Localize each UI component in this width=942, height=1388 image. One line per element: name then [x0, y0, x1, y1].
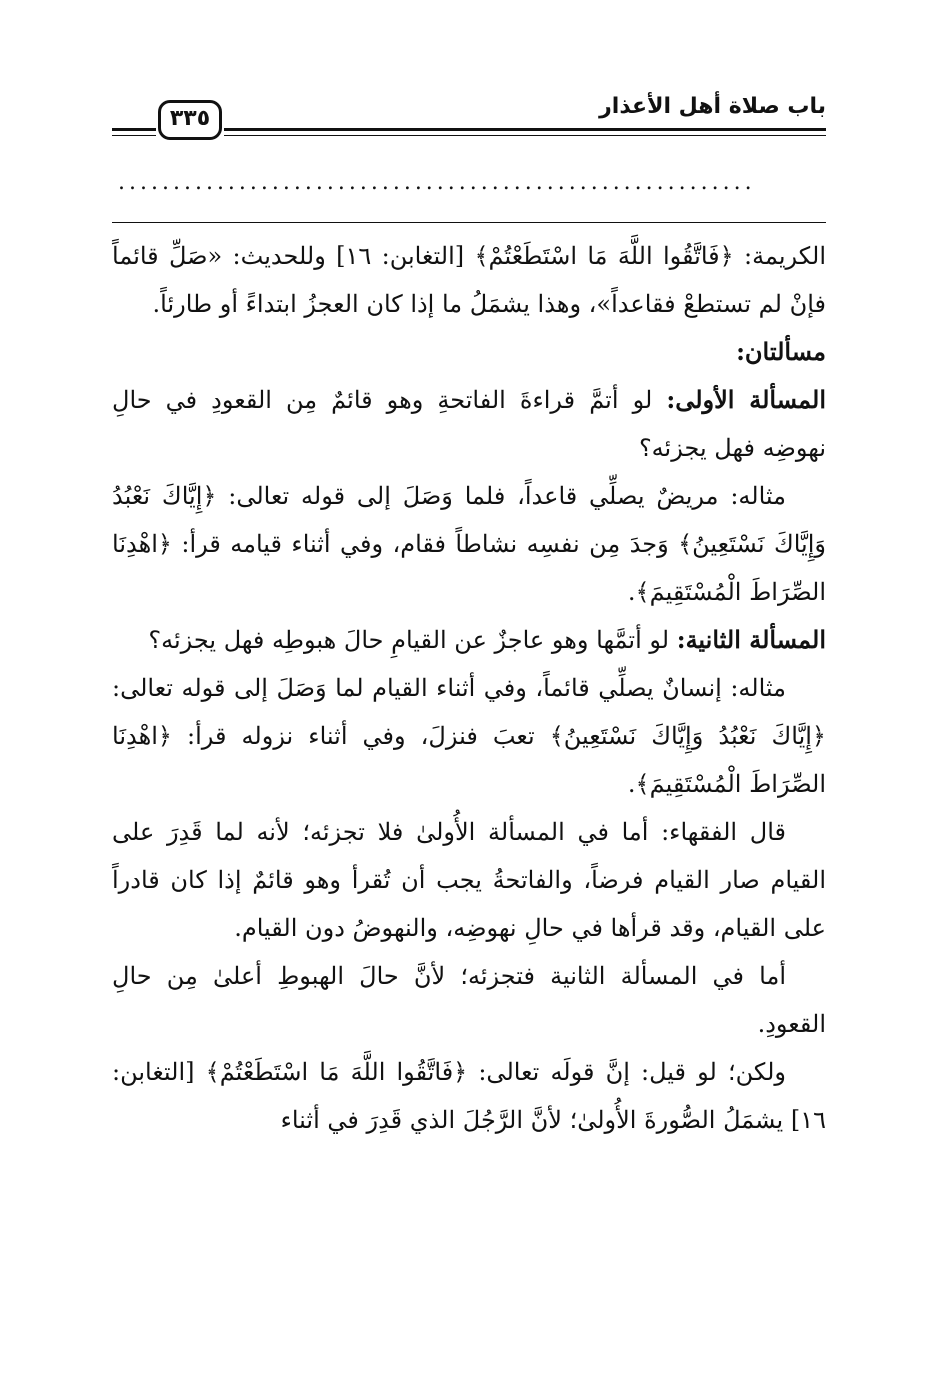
dotted-line: .......................................................... [118, 170, 756, 195]
header-rule-left-thin [112, 135, 156, 136]
paragraph-1: الكريمة: ﴿فَاتَّقُوا اللَّهَ مَا اسْتَطَعْتُمْ﴾ [التغابن: ١٦] وللحديث: «صَلِّ قائماً فإنْ لم تستطعْ فقاعداً»، وهذا يشمَلُ ما إذا كان العجزُ ابتداءً أو طارئاً. [112, 242, 826, 318]
section-heading: مسألتان: [736, 337, 826, 366]
paragraph-question-2 [112, 616, 826, 664]
paragraph-ruling-3: ولكن؛ لو قيل: إنَّ قولَه تعالى: ﴿فَاتَّقُوا اللَّهَ مَا اسْتَطَعْتُمْ﴾ [التغابن: ١٦] يشمَلُ الصُّورةَ الأُولىٰ؛ لأنَّ الرَّجُلَ الذي قَدِرَ في أثناء [112, 1058, 826, 1134]
paragraph-ruling-1: قال الفقهاء: أما في المسألة الأُولىٰ فلا تجزئه؛ لأنه لما قَدِرَ على القيام صار القيام فرضاً، والفاتحةُ يجب أن تُقرأ وهو قائمٌ إذا كان قادراً على القيام، وقد قرأها في حالِ نهوضِه، والنهوضُ دون القيام. [112, 818, 826, 942]
header-rule [224, 128, 826, 131]
separator-line [112, 222, 826, 223]
header-rule-left [112, 128, 156, 131]
question-2-label: المسألة الثانية: [676, 625, 826, 654]
paragraph-example-2: مثاله: إنسانٌ يصلِّي قائماً، وفي أثناء القيام لما وَصَلَ إلى قوله تعالى: ﴿إِيَّاكَ نَعْبُدُ وَإِيَّاكَ نَسْتَعِينُ﴾ تعبَ فنزلَ، وفي أثناء نزوله قرأ: ﴿اهْدِنَا الصِّرَاطَ الْمُسْتَقِيمَ﴾. [112, 674, 826, 798]
question-1-label: المسألة الأولى: [666, 385, 827, 414]
question-1-text: لو أتمَّ قراءةَ الفاتحةِ وهو قائمٌ مِن القعودِ في حالِ نهوضِه فهل يجزئه؟ [112, 386, 826, 462]
header-rule-thin [224, 135, 826, 136]
paragraph-question-1 [112, 376, 826, 472]
main-text [112, 232, 826, 1144]
question-2-text: لو أتمَّها وهو عاجزٌ عن القيامِ حالَ هبوطِه فهل يجزئه؟ [148, 626, 677, 654]
page-header [112, 84, 826, 144]
page-number: ٣٣٥ [158, 100, 222, 140]
chapter-title: باب صلاة أهل الأعذار [599, 94, 826, 119]
paragraph-ruling-2: أما في المسألة الثانية فتجزئه؛ لأنَّ حالَ الهبوطِ أعلىٰ مِن حالِ القعودِ. [112, 962, 826, 1038]
paragraph-example-1: مثاله: مريضٌ يصلِّي قاعداً، فلما وَصَلَ إلى قوله تعالى: ﴿إِيَّاكَ نَعْبُدُ وَإِيَّاكَ نَسْتَعِينُ﴾ وَجدَ مِن نفسِه نشاطاً فقام، وفي أثناء قيامه قرأ: ﴿اهْدِنَا الصِّرَاطَ الْمُسْتَقِيمَ﴾. [112, 482, 826, 606]
